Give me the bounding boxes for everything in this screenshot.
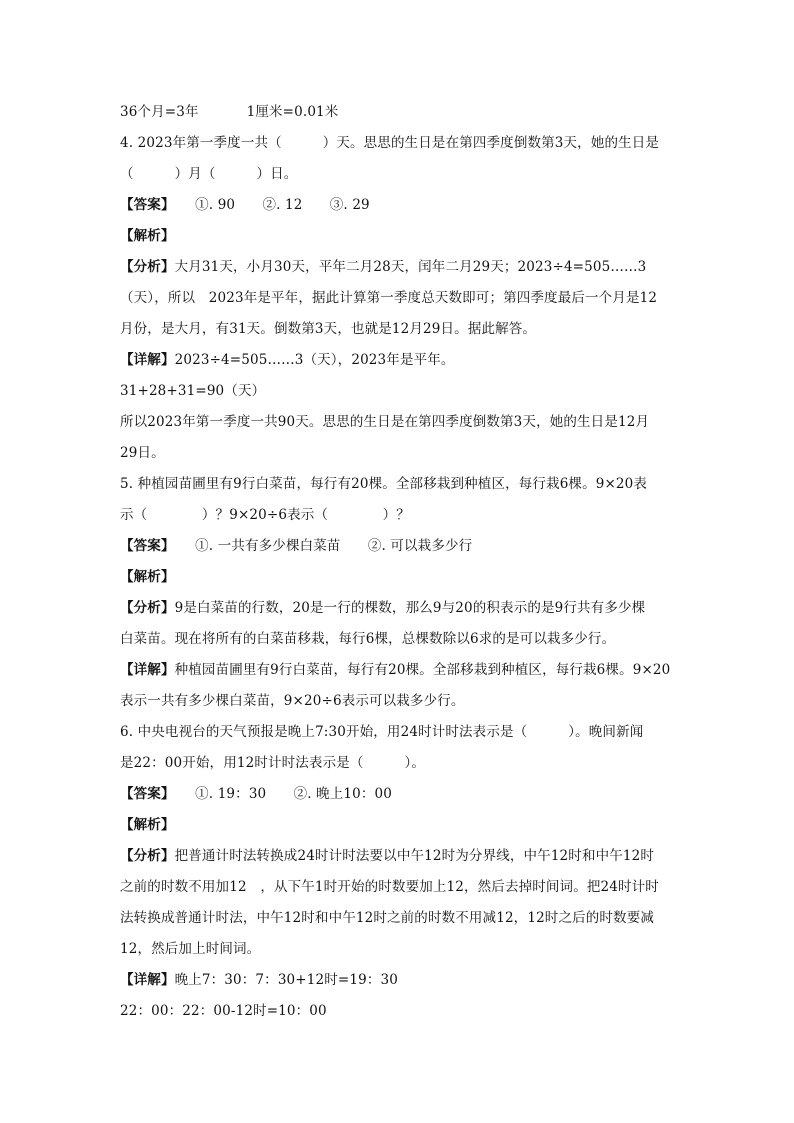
section-label: 【详解】 <box>120 662 175 678</box>
section-label: 【分析】 <box>120 259 175 275</box>
line-text: ①. 一共有多少棵白菜苗 ②. 可以栽多少行 <box>167 538 473 554</box>
q4-xiangjie-line-1 <box>120 349 676 380</box>
line-text: ①. 19：30 ②. 晚上10：00 <box>167 786 393 802</box>
line-text: 大月31天，小月30天，平年二月28天，闰年二月29天；2023÷4=505……3 <box>174 259 647 275</box>
q5-xiangjie-line-2 <box>120 690 676 721</box>
q6-xiangjie-line-2 <box>120 1000 676 1031</box>
q5-fenxi-line-1 <box>120 597 676 628</box>
q5-analysis-heading <box>120 566 676 597</box>
line-text: 4. 2023年第一季度一共（ ）天。思思的生日是在第四季度倒数第3天，她的生日是 <box>120 135 660 151</box>
line-text: 种植园苗圃里有9行白菜苗，每行有20棵。全部移栽到种植区，每行栽6棵。9×20 <box>174 662 671 678</box>
q4-fenxi-line-2 <box>120 287 676 318</box>
section-label: 【解析】 <box>120 569 175 585</box>
document-content <box>120 101 676 1031</box>
q6-question-line-1 <box>120 721 676 752</box>
q3-tail-line-part-0: 36个月=3年 <box>120 104 199 120</box>
q4-answer-line <box>120 194 676 225</box>
q3-tail-line <box>120 101 676 132</box>
q5-answer-line <box>120 535 676 566</box>
q6-fenxi-line-1 <box>120 845 676 876</box>
line-text: ①. 90 ②. 12 ③. 29 <box>167 197 370 213</box>
line-text: 22：00：22：00-12时=10：00 <box>120 1003 327 1019</box>
q4-question-line-2 <box>120 163 676 194</box>
q4-xiangjie-line-2 <box>120 380 676 411</box>
q5-question-line-1 <box>120 473 676 504</box>
line-text: 把普通计时法转换成24时计时法要以中午12时为分界线，中午12时和中午12时 <box>174 848 655 864</box>
section-label: 【答案】 <box>120 786 168 802</box>
section-label: 【分析】 <box>120 600 175 616</box>
q5-question-line-2 <box>120 504 676 535</box>
q6-fenxi-line-4 <box>120 938 676 969</box>
section-label: 【详解】 <box>120 972 175 988</box>
line-text: 白菜苗。现在将所有的白菜苗移栽，每行6棵，总棵数除以6求的是可以栽多少行。 <box>120 631 616 647</box>
q4-fenxi-line-3 <box>120 318 676 349</box>
line-text: 法转换成普通计时法，中午12时和中午12时之前的时数不用减12，12时之后的时数要减 <box>120 910 655 926</box>
q3-tail-line-part-1: 1厘米=0.01米 <box>246 104 339 120</box>
q6-xiangjie-line-1 <box>120 969 676 1000</box>
line-text: （天），所以 2023年是平年，据此计算第一季度总天数即可；第四季度最后一个月是12 <box>120 290 658 306</box>
q4-fenxi-line-1 <box>120 256 676 287</box>
section-label: 【答案】 <box>120 197 168 213</box>
line-text: 6. 中央电视台的天气预报是晚上7:30开始，用24时计时法表示是（ ）。晚间新闻 <box>120 724 644 740</box>
line-text: 表示一共有多少棵白菜苗，9×20÷6表示可以栽多少行。 <box>120 693 465 709</box>
line-text: 9是白菜苗的行数，20是一行的棵数，那么9与20的积表示的是9行共有多少棵 <box>174 600 646 616</box>
q5-xiangjie-line-1 <box>120 659 676 690</box>
line-text: 月份，是大月，有31天。倒数第3天，也就是12月29日。据此解答。 <box>120 321 537 337</box>
q6-fenxi-line-3 <box>120 907 676 938</box>
q4-analysis-heading <box>120 225 676 256</box>
line-text: 5. 种植园苗圃里有9行白菜苗，每行有20棵。全部移栽到种植区，每行栽6棵。9×20表 <box>120 476 648 492</box>
q6-question-line-2 <box>120 752 676 783</box>
line-text: 晚上7：30：7：30+12时=19：30 <box>174 972 398 988</box>
q4-xiangjie-line-3 <box>120 411 676 442</box>
line-text: 是22：00开始，用12时计时法表示是（ ）。 <box>120 755 426 771</box>
section-label: 【详解】 <box>120 352 175 368</box>
line-text: 29日。 <box>120 445 165 461</box>
line-text: 示（ ）？9×20÷6表示（ ）？ <box>120 507 410 523</box>
line-text: 之前的时数不用加12 ，从下午1时开始的时数要加上12，然后去掉时间词。把24时计时 <box>120 879 659 895</box>
line-text: 所以2023年第一季度一共90天。思思的生日是在第四季度倒数第3天，她的生日是12月 <box>120 414 650 430</box>
line-text: （ ）月（ ）日。 <box>120 166 298 182</box>
q4-xiangjie-line-4 <box>120 442 676 473</box>
section-label: 【答案】 <box>120 538 168 554</box>
q6-analysis-heading <box>120 814 676 845</box>
q6-fenxi-line-2 <box>120 876 676 907</box>
q6-answer-line <box>120 783 676 814</box>
section-label: 【解析】 <box>120 817 175 833</box>
q5-fenxi-line-2 <box>120 628 676 659</box>
line-text: 31+28+31=90（天） <box>120 383 266 399</box>
section-label: 【分析】 <box>120 848 175 864</box>
line-text: 2023÷4=505……3（天），2023年是平年。 <box>174 352 455 368</box>
line-text: 12，然后加上时间词。 <box>120 941 261 957</box>
q4-question-line-1 <box>120 132 676 163</box>
section-label: 【解析】 <box>120 228 175 244</box>
